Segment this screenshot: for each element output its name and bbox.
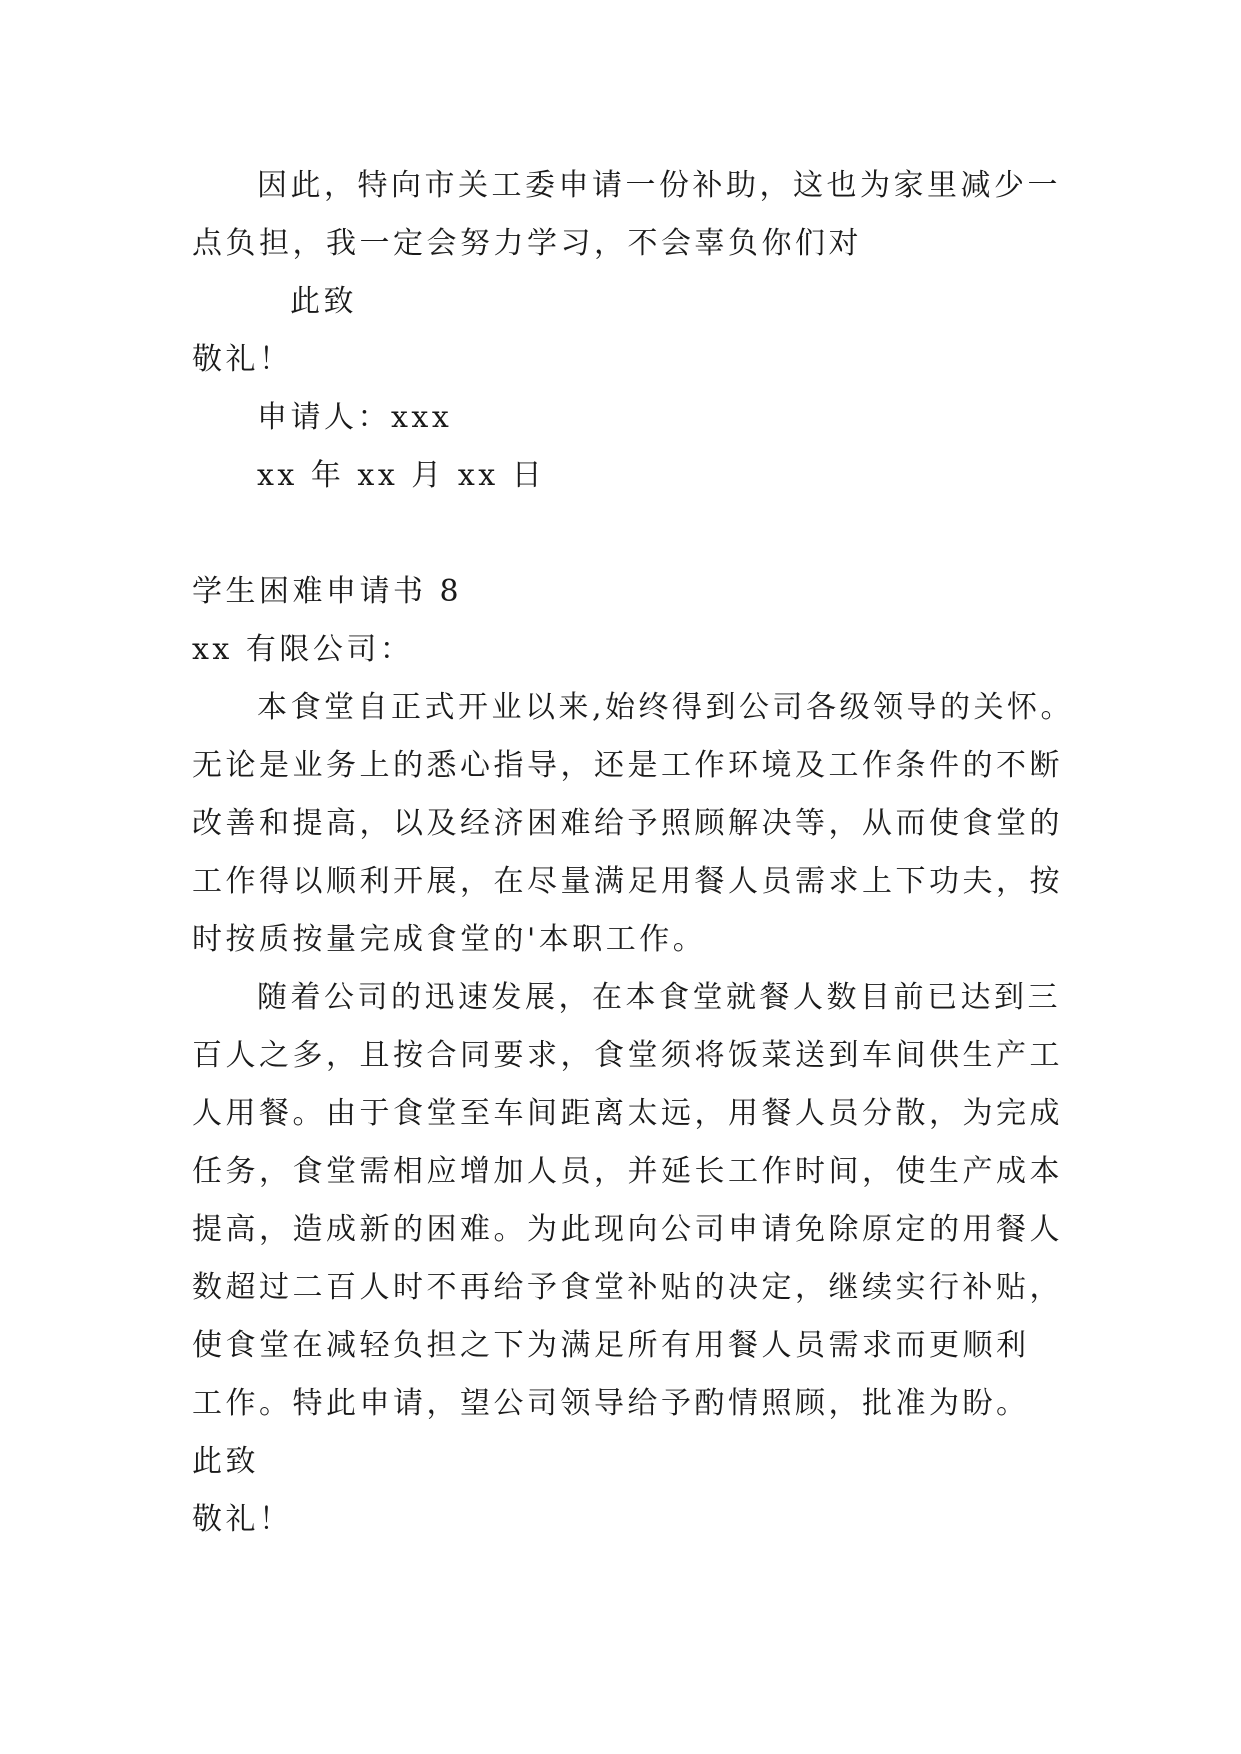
closing-text: 此致	[290, 284, 357, 319]
recipient-line: xx 有限公司：	[192, 632, 414, 667]
paragraph-line: 工作得以顺利开展，在尽量满足用餐人员需求上下功夫，按	[192, 864, 1063, 899]
paragraph-line: 使食堂在减轻负担之下为满足所有用餐人员需求而更顺利	[192, 1328, 1030, 1363]
paragraph-line: 任务，食堂需相应增加人员，并延长工作时间，使生产成本	[192, 1154, 1063, 1189]
section-title: 学生困难申请书 8	[192, 574, 463, 609]
paragraph-line: 时按质按量完成食堂的'本职工作。	[192, 922, 707, 957]
salute-text: 敬礼！	[192, 1502, 293, 1537]
date-line: xx 年 xx 月 xx 日	[257, 458, 546, 493]
salute-text: 敬礼！	[192, 342, 293, 377]
paragraph-line: 改善和提高，以及经济困难给予照顾解决等，从而使食堂的	[192, 806, 1063, 841]
paragraph-line: 无论是业务上的悉心指导，还是工作环境及工作条件的不断	[192, 748, 1063, 783]
closing-text: 此致	[192, 1444, 259, 1479]
paragraph-line: 因此，特向市关工委申请一份补助，这也为家里减少一	[257, 168, 1061, 203]
paragraph-line: 人用餐。由于食堂至车间距离太远，用餐人员分散，为完成	[192, 1096, 1063, 1131]
paragraph-line: 随着公司的迅速发展，在本食堂就餐人数目前已达到三	[257, 980, 1061, 1015]
paragraph-line: 本食堂自正式开业以来,始终得到公司各级领导的关怀。	[257, 690, 1075, 725]
paragraph-line: 数超过二百人时不再给予食堂补贴的决定，继续实行补贴，	[192, 1270, 1063, 1305]
paragraph-line: 提高，造成新的困难。为此现向公司申请免除原定的用餐人	[192, 1212, 1063, 1247]
paragraph-line: 点负担，我一定会努力学习，不会辜负你们对	[192, 226, 862, 261]
paragraph-line: 百人之多，且按合同要求，食堂须将饭菜送到车间供生产工	[192, 1038, 1063, 1073]
paragraph-line: 工作。特此申请，望公司领导给予酌情照顾，批准为盼。	[192, 1386, 1030, 1421]
applicant-line: 申请人：xxx	[257, 400, 453, 435]
